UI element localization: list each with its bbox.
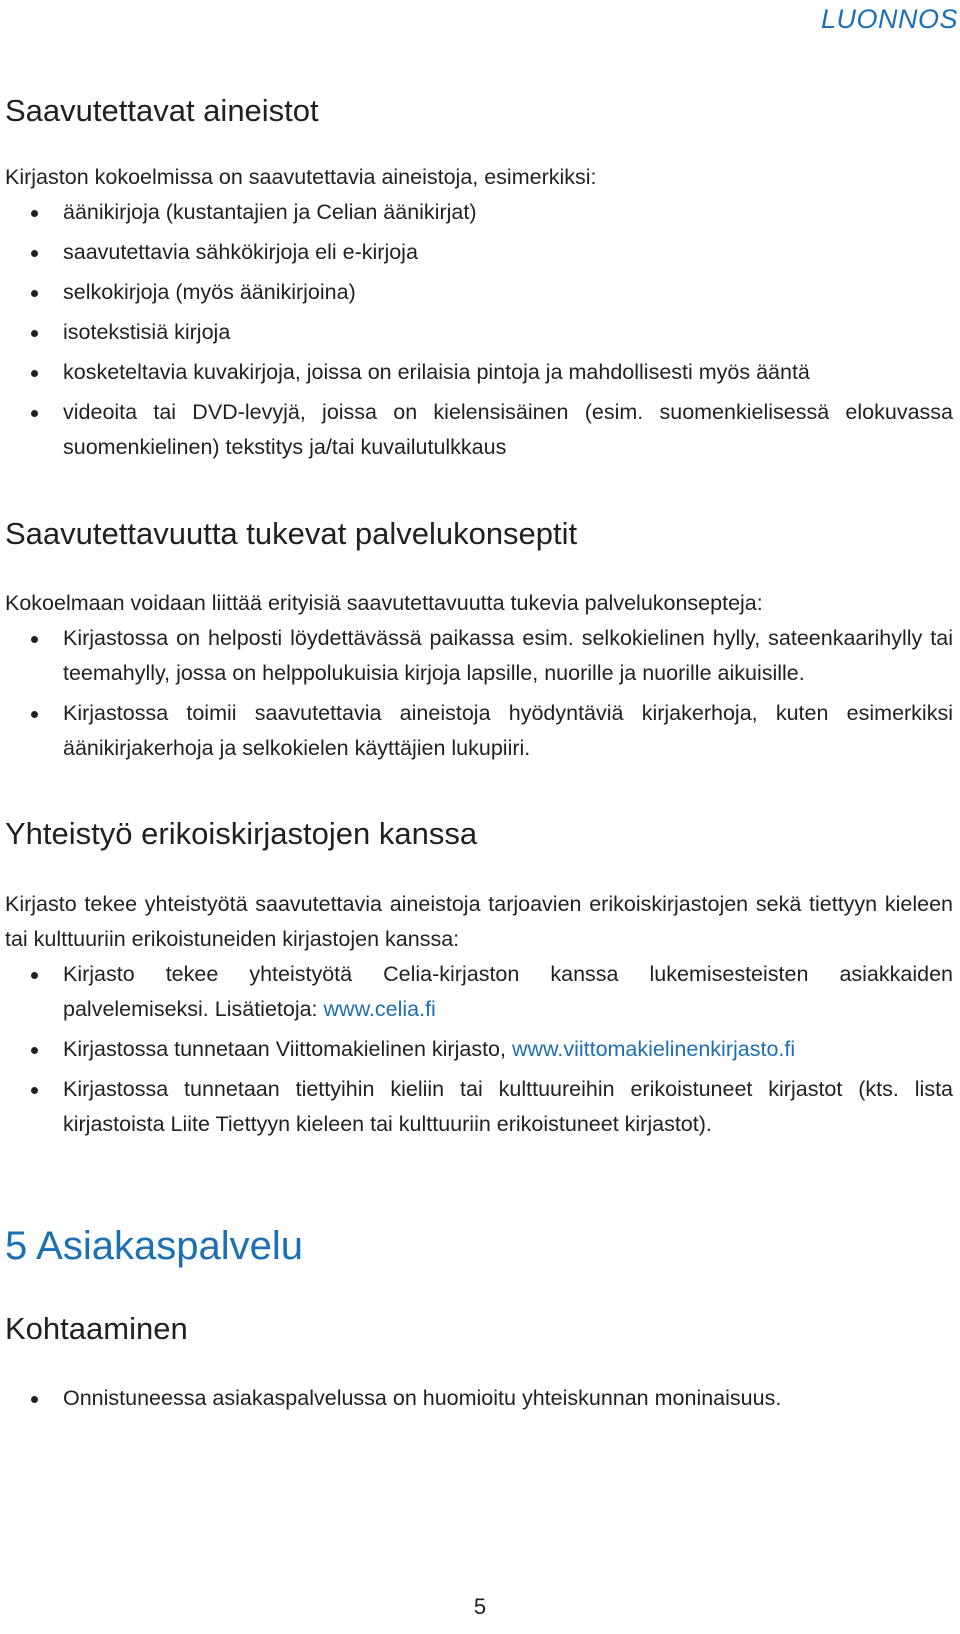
list-item-text: Onnistuneessa asiakaspalvelussa on huomioitu yhteiskunnan moninaisuus. <box>63 1385 782 1410</box>
sign-language-library-link[interactable]: www.viittomakielinenkirjasto.fi <box>511 1036 796 1061</box>
section-heading-accessible-materials: Saavutettavat aineistot <box>5 93 319 128</box>
draft-label: LUONNOS <box>820 4 958 34</box>
list-item <box>5 696 953 766</box>
list-item-text: kosketeltavia kuvakirjoja, joissa on erilaisia pintoja ja mahdollisesti myös ääntä <box>63 360 810 385</box>
list-item-text: saavutettavia sähkökirjoja eli e-kirjoja <box>63 240 418 265</box>
chapter-title: 5 Asiakaspalvelu <box>5 1223 303 1268</box>
section-heading-encounter: Kohtaaminen <box>5 1310 188 1346</box>
bullet-icon <box>31 370 38 377</box>
list-item <box>5 355 953 390</box>
bullet-icon <box>31 1396 38 1403</box>
section-heading-cooperation: Yhteistyö erikoiskirjastojen kanssa <box>5 816 478 852</box>
list-item <box>5 621 953 691</box>
accessible-materials-list <box>5 195 953 465</box>
list-item-text: Kirjasto tekee yhteistyötä Celia-kirjaston kanssa lukemisesteisten asiakkaiden palvelemiseksi. Lisätietoja: <box>63 961 953 1021</box>
section-heading-service-concepts: Saavutettavuutta tukevat palvelukonseptit <box>5 516 578 552</box>
list-item-text: Kirjastossa on helposti löydettävässä paikassa esim. selkokielinen hylly, sateenkaarihylly tai teemahylly, jossa on helppolukuisia kirjoja lapsille, nuorille ja nuorille aikuisille. <box>63 626 953 686</box>
bullet-icon <box>31 210 38 217</box>
list-item-text: isotekstisiä kirjoja <box>63 320 231 345</box>
celia-link[interactable]: www.celia.fi <box>323 996 436 1021</box>
list-item <box>5 235 953 270</box>
list-item <box>5 395 953 465</box>
list-item <box>5 1381 953 1416</box>
bullet-icon <box>31 1087 38 1094</box>
encounter-list <box>5 1381 953 1416</box>
bullet-icon <box>31 250 38 257</box>
bullet-icon <box>31 636 38 643</box>
list-item <box>5 195 953 230</box>
list-item-text: äänikirjoja (kustantajien ja Celian äänikirjat) <box>63 200 477 225</box>
bullet-icon <box>31 330 38 337</box>
list-item-text: Kirjastossa tunnetaan Viittomakielinen kirjasto, <box>63 1036 512 1061</box>
list-item-text: videoita tai DVD-levyjä, joissa on kielensisäinen (esim. suomenkielisessä elokuvassa suomenkielinen) tekstitys ja/tai kuvailutulkkaus <box>63 400 953 460</box>
section-intro: Kirjasto tekee yhteistyötä saavutettavia aineistoja tarjoavien erikoiskirjastojen sekä tiettyyn kieleen tai kulttuuriin erikoistuneiden kirjastojen kanssa: <box>5 891 953 951</box>
section-intro: Kirjaston kokoelmissa on saavutettavia aineistoja, esimerkiksi: <box>5 165 597 190</box>
page-number: 5 <box>473 1594 487 1619</box>
list-item <box>5 1032 953 1067</box>
list-item-text: Kirjastossa tunnetaan tiettyihin kieliin tai kulttuureihin erikoistuneet kirjastot (kts. lista kirjastoista Liite Tiettyyn kieleen tai kulttuuriin erikoistuneet kirjastot). <box>63 1076 953 1136</box>
list-item-text: selkokirjoja (myös äänikirjoina) <box>63 280 356 305</box>
list-item <box>5 275 953 310</box>
bullet-icon <box>31 1047 38 1054</box>
bullet-icon <box>31 410 38 417</box>
list-item <box>5 315 953 350</box>
bullet-icon <box>31 972 38 979</box>
bullet-icon <box>31 711 38 718</box>
section-intro: Kokoelmaan voidaan liittää erityisiä saavutettavuutta tukevia palvelukonsepteja: <box>5 591 763 616</box>
bullet-icon <box>31 290 38 297</box>
document-body <box>5 92 953 1416</box>
cooperation-list <box>5 957 953 1142</box>
service-concepts-list <box>5 621 953 766</box>
list-item <box>5 957 953 1027</box>
list-item <box>5 1072 953 1142</box>
list-item-text: Kirjastossa toimii saavutettavia aineistoja hyödyntäviä kirjakerhoja, kuten esimerkiksi äänikirjakerhoja ja selkokielen käyttäjien lukupiiri. <box>63 701 953 761</box>
